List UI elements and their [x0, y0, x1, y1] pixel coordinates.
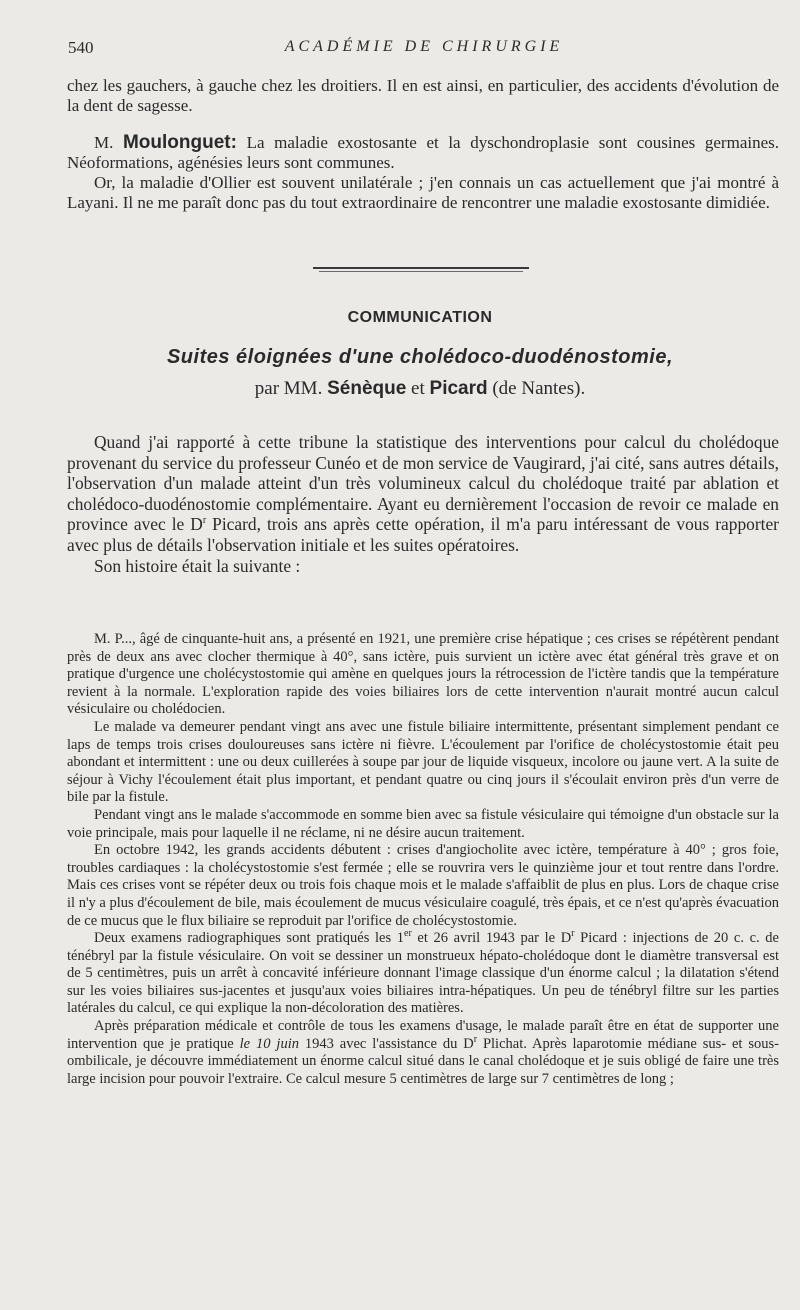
page-header — [68, 38, 780, 60]
byline-suffix: (de Nantes). — [492, 378, 586, 399]
author-name: Picard — [429, 378, 488, 399]
section-divider — [313, 267, 529, 269]
discussion-continuation — [67, 76, 779, 116]
article-title: Suites éloignées d'une cholédoco-duodénostomie, — [166, 346, 674, 368]
observation-paragraph: M. P..., âgé de cinquante-huit ans, a présenté en 1921, une première crise hépatique ; ces crises se répétèrent pendant près de deux ans avec clocher thermique à 40°, sans ictère, puis survient un ictère avec état général très grave et on pratique d'urgence une cholécystostomie qui amène en quelques jours la rétrocession de l'ictère tandis que la température revient à la normale. L'exploration rapide des voies biliaires lors de cette intervention n'aurait montré aucun calcul vésiculaire ou cholédocien. — [67, 631, 779, 718]
byline — [0, 378, 800, 400]
page-number: 540 — [68, 38, 94, 57]
intro-paragraph: Quand j'ai rapporté à cette tribune la statistique des interventions pour calcul du cholédoque provenant du service du professeur Cunéo et de mon service de Vaugirard, j'ai cité, sans autres détails, l'observation d'un malade atteint d'un très volumineux calcul du cholédoque traité par ablation et cholédoco-duodénostomie complémentaire. Ayant eu dernièrement l'occasion de revoir ce malade en province avec le $D^r$ Picard, trois ans après cette opération, il m'a paru intéressant de vous rapporter avec plus de détails l'observation initiale et les suites opératoires. — [67, 432, 779, 555]
speaker-paragraph — [67, 133, 779, 173]
byline-and: et — [411, 378, 425, 399]
observation-paragraph: En octobre 1942, les grands accidents débutent : crises d'angiocholite avec ictère, température à 40° ; gros foie, troubles cardiaques : la cholécystostomie s'est fermée ; elle se rouvrira vers le quinzième jour et tout rentre dans l'ordre. Mais ces crises vont se répéter deux ou trois fois chaque mois et le malade s'affaiblit de plus en plus. Lors de chaque crise il n'y a plus d'écoulement de bile, mais écoulement de mucus vésiculaire coagulé, très épais, et ce n'est qu'après évacuation de ce mucus que le flux biliaire se reproduit par l'orifice de cholécystostomie. — [67, 842, 779, 929]
discussion-remarks — [67, 133, 779, 213]
byline-prefix: par MM. — [254, 378, 323, 399]
speaker-text: La maladie exostosante et la dyschondroplasie sont cousines germaines. Néoformations, agénésies leurs sont communes. — [67, 133, 779, 172]
continued-paragraph: chez les gauchers, à gauche chez les droitiers. Il en est ainsi, en particulier, des accidents d'évolution de la dent de sagesse. — [67, 76, 779, 115]
discussion-paragraph: Or, la maladie d'Ollier est souvent unilatérale ; j'en connais un cas actuellement que j'ai montré à Layani. Il ne me paraît donc pas du tout extraordinaire de rencontrer une maladie exostosante dimidiée. — [67, 173, 779, 212]
author-name: Sénèque — [327, 378, 407, 399]
observation-paragraph: Pendant vingt ans le malade s'accommode en somme bien avec sa fistule vésiculaire qui témoigne d'un obstacle sur la voie principale, mais pour laquelle il ne réclame, ni ne désire aucun traitement. — [67, 806, 779, 841]
section-heading: COMMUNICATION — [347, 309, 493, 326]
observation-paragraph: Après préparation médicale et contrôle de tous les examens d'usage, le malade paraît être en état de supporter une intervention que je pratique le 10 juin 1943 avec l'assistance du $D^r$ Plichat. Après laparotomie médiane sus- et sous-ombilicale, je découvre immédiatement un énorme calcul situé dans le canal cholédoque et je suis obligé de faire une très large incision pour pouvoir l'extraire. Ce calcul mesure 5 centimètres de large sur 7 centimètres de long ; — [67, 1018, 779, 1087]
article-intro — [67, 432, 779, 576]
speaker-name: Moulonguet — [122, 132, 231, 153]
observation-paragraph: Le malade va demeurer pendant vingt ans avec une fistule biliaire intermittente, présentant simplement pendant ce laps de temps trois crises douloureuses sans ictère ni fièvre. L'écoulement par l'orifice de cholécystostomie était peu abondant et intermittent : une ou deux cuillerées à soupe par jour de liquide visqueux, incolore ou jaune vert. A la suite de séjour à Vichy l'écoulement était plus important, et pendant quatre ou cinq jours il s'écoulait environ près d'un verre de bile par la fistule. — [67, 718, 779, 806]
observation-paragraph: Deux examens radiographiques sont pratiqués les 1er et 26 avril 1943 par le $D^r$ Picard : injections de 20 c. c. de ténébryl par la fistule vésiculaire. On voit se dessiner un monstrueux hépato-cholédoque dont le diamètre transversal est de 5 centimètres, puis un arrêt à concavité inférieure donnant l'image classique d'un énorme calcul ; la dilatation s'étend sur les voies biliaires sus-jacentes et jusqu'aux voies biliaires intra-hépatiques. Un peu de ténébryl filtre sur les parties latérales du calcul, ce qui explique la non-décoloration des matières. — [67, 928, 779, 1017]
running-title: ACADÉMIE DE CHIRURGIE — [284, 38, 564, 55]
intro-paragraph: Son histoire était la suivante : — [94, 555, 301, 576]
speaker-colon: : — [230, 132, 237, 153]
speaker-prefix: M. — [94, 133, 114, 152]
case-observation — [67, 631, 779, 1088]
